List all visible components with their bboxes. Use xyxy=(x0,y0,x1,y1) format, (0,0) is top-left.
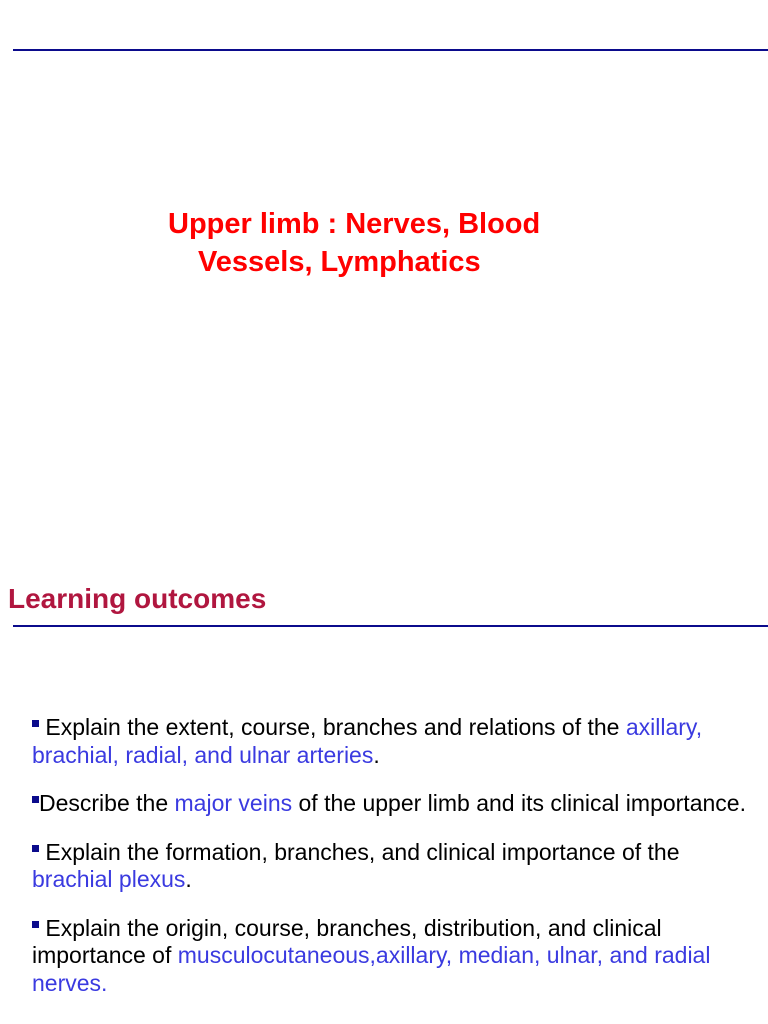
section-heading: Learning outcomes xyxy=(8,583,267,614)
outcome-highlight: brachial plexus xyxy=(32,866,186,892)
outcome-highlight: axillary, brachial, radial, and ulnar arteries xyxy=(32,714,703,768)
outcome-text: Explain the origin, course, branches, distribution, and clinical importance of xyxy=(32,914,662,968)
section-divider xyxy=(13,625,768,627)
outcome-item xyxy=(32,839,752,894)
slide-title-line-2: Vessels, Lymphatics xyxy=(198,246,481,278)
outcome-text: Describe the xyxy=(39,790,175,816)
outcome-item xyxy=(32,915,752,998)
slide-title-line-1: Upper limb : Nerves, Blood xyxy=(168,208,541,240)
outcome-tail: . xyxy=(373,741,380,768)
outcome-tail: of the upper limb and its clinical importance. xyxy=(292,790,746,816)
square-bullet-icon xyxy=(32,845,39,852)
outcome-highlight: musculocutaneous,axillary, median, ulnar, and radial nerves. xyxy=(32,942,711,996)
outcome-text: Explain the extent, course, branches and relations of the xyxy=(39,714,626,740)
outcome-item xyxy=(32,714,752,769)
slide-title xyxy=(168,205,728,281)
outcome-text: Explain the formation, branches, and clinical importance of the xyxy=(39,838,680,865)
learning-outcomes-list xyxy=(32,714,752,1018)
square-bullet-icon xyxy=(32,796,39,803)
square-bullet-icon xyxy=(32,921,39,928)
outcome-item xyxy=(32,790,752,818)
top-divider xyxy=(13,49,768,51)
outcome-tail: . xyxy=(185,866,192,892)
square-bullet-icon xyxy=(32,720,39,727)
outcome-highlight: major veins xyxy=(174,790,293,816)
